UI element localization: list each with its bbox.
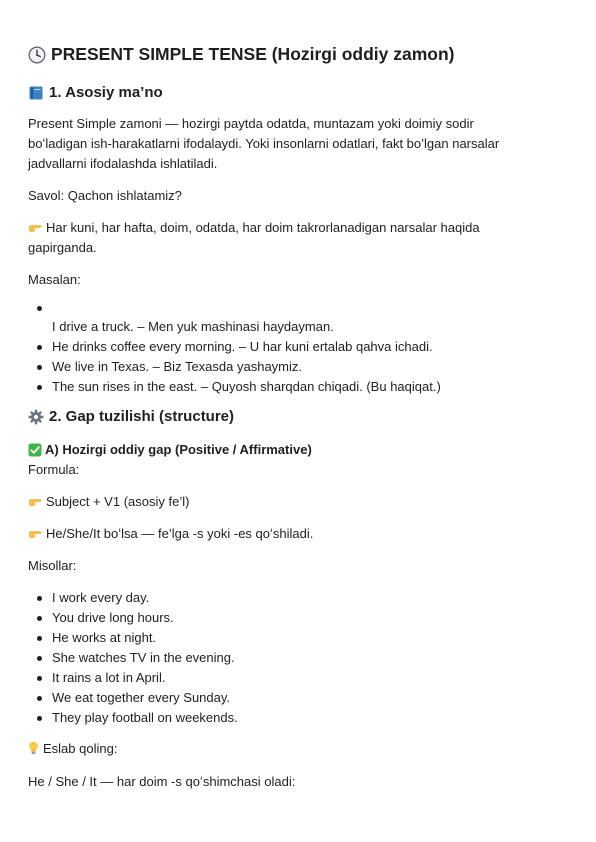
- definition-line-3: jadvallarni ifodalashda ishlatiladi.: [28, 156, 218, 171]
- list-item: I work every day.: [28, 588, 238, 608]
- blue-book-icon: [28, 85, 44, 101]
- examples-list: [28, 298, 441, 397]
- list-item: The sun rises in the east. – Quyosh sharqdan chiqadi. (Bu haqiqat.): [28, 377, 441, 397]
- pointing-hand-icon: [28, 222, 42, 233]
- subheading-positive-text: A) Hozirgi oddiy gap (Positive / Affirmative): [45, 442, 312, 457]
- answer-line-2: gapirganda.: [28, 240, 97, 255]
- section-1-heading: [28, 84, 163, 101]
- section-1-heading-text: 1. Asosiy ma’no: [49, 84, 163, 101]
- definition-line-1: Present Simple zamoni — hozirgi paytda odatda, muntazam yoki doimiy sodir: [28, 116, 474, 131]
- rule-text: He/She/It boʻlsa — fe’lga -s yoki -es qoʻshiladi.: [46, 526, 314, 541]
- question-text: Savol: Qachon ishlatamiz?: [28, 188, 182, 203]
- section-2-heading-text: 2. Gap tuzilishi (structure): [49, 408, 235, 425]
- remember-line: [28, 739, 568, 759]
- list-item: He works at night.: [28, 628, 238, 648]
- pointing-hand-icon: [28, 496, 42, 507]
- light-bulb-icon: [28, 741, 39, 755]
- list-item: He drinks coffee every morning. – U har kuni ertalab qahva ichadi.: [28, 337, 441, 357]
- list-item: We live in Texas. – Biz Texasda yashaymiz.: [28, 357, 441, 377]
- final-line: He / She / It — har doim -s qoʻshimchasi oladi:: [28, 774, 296, 789]
- clock-icon: [28, 46, 46, 64]
- list-item: You drive long hours.: [28, 608, 238, 628]
- definition-line-2: boʻladigan ish-harakatlarni ifodalaydi. Yoki insonlarni odatlari, fakt bo’lgan narsalar: [28, 136, 500, 151]
- section-2-heading: [28, 408, 234, 425]
- formula-text: Subject + V1 (asosiy fe’l): [46, 494, 190, 509]
- subheading-positive: [28, 442, 312, 457]
- answer-paragraph: [28, 218, 568, 258]
- list-item: It rains a lot in April.: [28, 668, 238, 688]
- pointing-hand-icon: [28, 528, 42, 539]
- misollar-list: [28, 588, 238, 728]
- check-mark-icon: [28, 443, 42, 457]
- page-title-text: PRESENT SIMPLE TENSE (Hozirgi oddiy zamon): [51, 44, 455, 64]
- page-title: [28, 44, 455, 65]
- formula-label: Formula:: [28, 462, 80, 477]
- list-item: We eat together every Sunday.: [28, 688, 238, 708]
- definition-paragraph: [28, 114, 568, 174]
- gear-icon: [28, 409, 44, 425]
- misollar-label: Misollar:: [28, 558, 77, 573]
- remember-text: Eslab qoling:: [43, 741, 118, 756]
- list-item: She watches TV in the evening.: [28, 648, 238, 668]
- formula-line: [28, 492, 568, 512]
- rule-line: [28, 524, 568, 544]
- answer-line-1: Har kuni, har hafta, doim, odatda, har doim takrorlanadigan narsalar haqida: [46, 220, 480, 235]
- list-item: They play football on weekends.: [28, 708, 238, 728]
- list-item: I drive a truck. – Men yuk mashinasi haydayman.: [28, 298, 441, 337]
- examples-label: Masalan:: [28, 272, 81, 287]
